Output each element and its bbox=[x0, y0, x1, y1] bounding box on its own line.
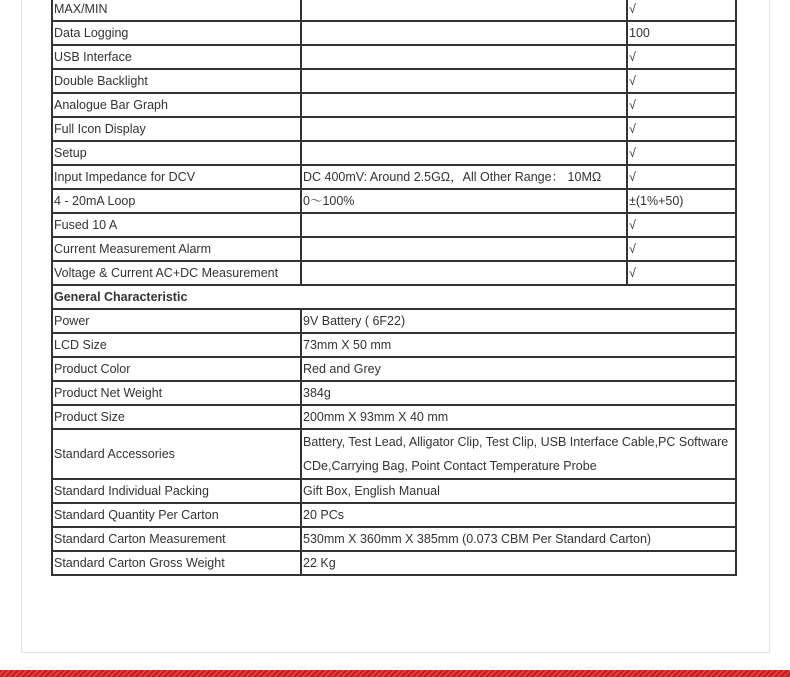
section-heading: General Characteristic bbox=[52, 285, 736, 309]
spec-label: Product Net Weight bbox=[52, 381, 301, 405]
section-header-row bbox=[52, 285, 736, 309]
spec-value: 200mm X 93mm X 40 mm bbox=[301, 405, 736, 429]
table-row bbox=[52, 309, 736, 333]
feature-range bbox=[301, 261, 627, 285]
feature-label: MAX/MIN bbox=[52, 0, 301, 21]
table-row bbox=[52, 117, 736, 141]
table-row bbox=[52, 551, 736, 575]
spec-value: 530mm X 360mm X 385mm (0.073 CBM Per Standard Carton) bbox=[301, 527, 736, 551]
feature-value: √ bbox=[627, 213, 736, 237]
table-row bbox=[52, 503, 736, 527]
table-row bbox=[52, 357, 736, 381]
feature-range bbox=[301, 141, 627, 165]
table-row bbox=[52, 381, 736, 405]
spec-value: 20 PCs bbox=[301, 503, 736, 527]
feature-range bbox=[301, 45, 627, 69]
feature-range bbox=[301, 117, 627, 141]
feature-range bbox=[301, 237, 627, 261]
table-row bbox=[52, 479, 736, 503]
table-row bbox=[52, 93, 736, 117]
spec-value: 73mm X 50 mm bbox=[301, 333, 736, 357]
table-row bbox=[52, 261, 736, 285]
table-row bbox=[52, 69, 736, 93]
feature-value: ±(1%+50) bbox=[627, 189, 736, 213]
table-row bbox=[52, 165, 736, 189]
feature-range bbox=[301, 0, 627, 21]
feature-value: √ bbox=[627, 69, 736, 93]
table-row bbox=[52, 45, 736, 69]
footer-decorative-band bbox=[0, 670, 790, 677]
feature-value: √ bbox=[627, 237, 736, 261]
feature-label: Voltage & Current AC+DC Measurement bbox=[52, 261, 301, 285]
feature-value: √ bbox=[627, 0, 736, 21]
feature-range bbox=[301, 93, 627, 117]
feature-value: √ bbox=[627, 45, 736, 69]
table-row bbox=[52, 189, 736, 213]
table-row bbox=[52, 333, 736, 357]
spec-value: Red and Grey bbox=[301, 357, 736, 381]
spec-label: Standard Quantity Per Carton bbox=[52, 503, 301, 527]
spec-label: Standard Carton Gross Weight bbox=[52, 551, 301, 575]
feature-value: √ bbox=[627, 261, 736, 285]
feature-label: Analogue Bar Graph bbox=[52, 93, 301, 117]
table-row bbox=[52, 21, 736, 45]
spec-value: Gift Box, English Manual bbox=[301, 479, 736, 503]
table-row bbox=[52, 0, 736, 21]
feature-range: 0～100% bbox=[301, 189, 627, 213]
spec-label: Standard Accessories bbox=[52, 429, 301, 479]
table-row bbox=[52, 429, 736, 479]
spec-label: LCD Size bbox=[52, 333, 301, 357]
spec-label: Product Size bbox=[52, 405, 301, 429]
feature-range: DC 400mV: Around 2.5GΩ，All Other Range： 10MΩ bbox=[301, 165, 627, 189]
feature-label: 4 - 20mA Loop bbox=[52, 189, 301, 213]
table-row bbox=[52, 405, 736, 429]
feature-value: √ bbox=[627, 93, 736, 117]
feature-range bbox=[301, 213, 627, 237]
table-row bbox=[52, 237, 736, 261]
feature-value: √ bbox=[627, 141, 736, 165]
table-row bbox=[52, 141, 736, 165]
feature-range bbox=[301, 21, 627, 45]
spec-value: Battery, Test Lead, Alligator Clip, Test Clip, USB Interface Cable,PC Software CDe,Carrying Bag, Point Contact Temperature Probe bbox=[301, 429, 736, 479]
feature-label: Full Icon Display bbox=[52, 117, 301, 141]
spec-label: Standard Individual Packing bbox=[52, 479, 301, 503]
specification-table bbox=[51, 0, 737, 576]
feature-label: Setup bbox=[52, 141, 301, 165]
spec-label: Product Color bbox=[52, 357, 301, 381]
feature-label: Fused 10 A bbox=[52, 213, 301, 237]
table-row bbox=[52, 527, 736, 551]
feature-value: √ bbox=[627, 165, 736, 189]
spec-label: Power bbox=[52, 309, 301, 333]
feature-label: USB Interface bbox=[52, 45, 301, 69]
spec-value: 9V Battery ( 6F22) bbox=[301, 309, 736, 333]
feature-label: Double Backlight bbox=[52, 69, 301, 93]
feature-value: 100 bbox=[627, 21, 736, 45]
spec-label: Standard Carton Measurement bbox=[52, 527, 301, 551]
spec-value: 384g bbox=[301, 381, 736, 405]
table-row bbox=[52, 213, 736, 237]
feature-range bbox=[301, 69, 627, 93]
feature-value: √ bbox=[627, 117, 736, 141]
spec-value: 22 Kg bbox=[301, 551, 736, 575]
feature-label: Input Impedance for DCV bbox=[52, 165, 301, 189]
feature-label: Current Measurement Alarm bbox=[52, 237, 301, 261]
feature-label: Data Logging bbox=[52, 21, 301, 45]
